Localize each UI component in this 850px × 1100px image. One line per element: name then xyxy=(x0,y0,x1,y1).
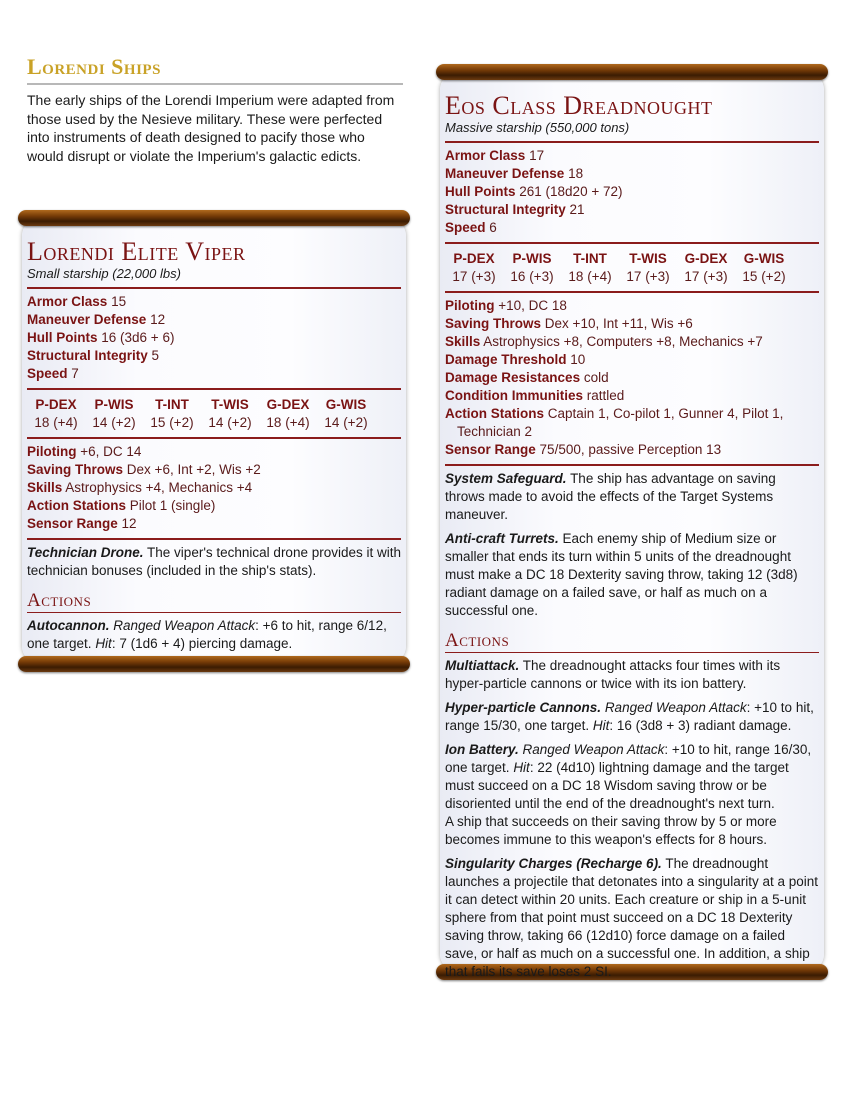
stat-sensor-range: Sensor Range 75/500, passive Perception 13 xyxy=(445,442,722,457)
ability-t-wis: T-WIS 14 (+2) xyxy=(208,397,252,430)
stat-piloting: Piloting +10, DC 18 xyxy=(445,298,567,313)
stat-speed: Speed 6 xyxy=(445,220,497,235)
ship-name: Lorendi Elite Viper xyxy=(27,237,246,266)
ion-battery-extra: A ship that succeeds on their saving throw by 5 or more becomes immune to this weapon's effects for 8 hours. xyxy=(445,814,777,847)
basic-stats xyxy=(445,147,819,237)
ship-name: Eos Class Dreadnought xyxy=(445,91,713,120)
trait-technician-drone: Technician Drone. The viper's technical drone provides it with technician bonuses (included in the ship's stats). xyxy=(27,545,401,578)
scroll-bar-top xyxy=(18,210,410,226)
ability-p-wis: P-WIS 14 (+2) xyxy=(92,397,136,430)
divider xyxy=(27,287,401,289)
ability-scores xyxy=(445,248,819,286)
action-singularity-charges: Singularity Charges (Recharge 6). The dreadnought launches a projectile that detonates into a singularity at a point it can detect within 20 units. Each creature or ship in a 5-unit sphere from that point must succeed on a DC 18 Dexterity saving throw, taking 66 (12d10) force damage on a failed save, or half as much on a successful one. In addition, a ship that fails its save loses 2 SI. xyxy=(445,856,818,979)
ability-scores xyxy=(27,394,401,432)
ship-subtitle: Small starship (22,000 lbs) xyxy=(27,266,181,281)
ability-g-wis: G-WIS 15 (+2) xyxy=(742,251,786,284)
intro-section xyxy=(27,52,403,165)
stat-action-stations: Action Stations Pilot 1 (single) xyxy=(27,498,216,513)
ship-subtitle: Massive starship (550,000 tons) xyxy=(445,120,630,135)
divider xyxy=(445,464,819,466)
stat-hull-points: Hull Points 261 (18d20 + 72) xyxy=(445,184,623,199)
action-multiattack: Multiattack. The dreadnought attacks four times with its hyper-particle cannons or twice with its ion battery. xyxy=(445,658,781,691)
action-autocannon: Autocannon. Ranged Weapon Attack: +6 to hit, range 6/12, one target. Hit: 7 (1d6 + 4) piercing damage. xyxy=(27,618,387,651)
viper-stat-block xyxy=(18,210,410,672)
action-hyper-particle-cannons: Hyper-particle Cannons. Ranged Weapon Attack: +10 to hit, range 15/30, one target. Hit: 16 (3d8 + 3) radiant damage. xyxy=(445,700,814,733)
section-title: Lorendi Ships xyxy=(27,52,403,85)
stat-damage-threshold: Damage Threshold 10 xyxy=(445,352,586,367)
ability-t-int: T-INT 18 (+4) xyxy=(568,251,612,284)
stat-skills: Skills Astrophysics +8, Computers +8, Mechanics +7 xyxy=(445,334,763,349)
stat-maneuver-defense: Maneuver Defense 18 xyxy=(445,166,584,181)
trait-system-safeguard: System Safeguard. The ship has advantage on saving throws made to avoid the effects of the Target Systems maneuver. xyxy=(445,471,776,522)
ability-g-dex: G-DEX 18 (+4) xyxy=(266,397,310,430)
stat-structural-integrity: Structural Integrity 5 xyxy=(27,348,160,363)
ability-p-wis: P-WIS 16 (+3) xyxy=(510,251,554,284)
stat-skills: Skills Astrophysics +4, Mechanics +4 xyxy=(27,480,253,495)
ability-g-dex: G-DEX 17 (+3) xyxy=(684,251,728,284)
stat-action-stations: Action Stations Captain 1, Co-pilot 1, Gunner 4, Pilot 1, Technician 2 xyxy=(445,406,784,439)
stat-maneuver-defense: Maneuver Defense 12 xyxy=(27,312,166,327)
detail-stats xyxy=(445,297,819,459)
divider xyxy=(27,538,401,540)
stat-saving-throws: Saving Throws Dex +10, Int +11, Wis +6 xyxy=(445,316,693,331)
ability-t-wis: T-WIS 17 (+3) xyxy=(626,251,670,284)
ability-t-int: T-INT 15 (+2) xyxy=(150,397,194,430)
scroll-bar-top xyxy=(436,64,828,80)
ability-g-wis: G-WIS 14 (+2) xyxy=(324,397,368,430)
divider xyxy=(445,242,819,244)
action-ion-battery: Ion Battery. Ranged Weapon Attack: +10 to hit, range 16/30, one target. Hit: 22 (4d10) lightning damage and the target must succeed on a DC 18 Wisdom saving throw or be disoriented until the end of the dreadnought's next turn. A ship that succeeds on their saving throw by 5 or more becomes immune to this weapon's effects for 8 hours. xyxy=(445,742,812,847)
stat-armor-class: Armor Class 17 xyxy=(445,148,545,163)
stat-armor-class: Armor Class 15 xyxy=(27,294,127,309)
divider xyxy=(27,388,401,390)
eos-stat-block xyxy=(436,64,828,980)
ability-p-dex: P-DEX 17 (+3) xyxy=(452,251,496,284)
divider xyxy=(27,437,401,439)
stat-structural-integrity: Structural Integrity 21 xyxy=(445,202,585,217)
basic-stats xyxy=(27,293,401,383)
intro-text: The early ships of the Lorendi Imperium were adapted from those used by the Nesieve military. These were perfected into instruments of death designed to pacify those who would disrupt or violate the Imperium's galactic edicts. xyxy=(27,92,395,164)
stat-condition-immunities: Condition Immunities rattled xyxy=(445,388,625,403)
stat-hull-points: Hull Points 16 (3d6 + 6) xyxy=(27,330,175,345)
ability-p-dex: P-DEX 18 (+4) xyxy=(34,397,78,430)
stat-damage-resistances: Damage Resistances cold xyxy=(445,370,609,385)
divider xyxy=(445,141,819,143)
detail-stats xyxy=(27,443,401,533)
trait-anti-craft-turrets: Anti-craft Turrets. Each enemy ship of Medium size or smaller that ends its turn within 5 units of the dreadnought must make a DC 18 Dexterity saving throw, taking 12 (3d8) radiant damage on a failed save, or half as much on a successful one. xyxy=(445,531,798,618)
divider xyxy=(445,291,819,293)
actions-heading: Actions xyxy=(445,630,819,653)
stat-sensor-range: Sensor Range 12 xyxy=(27,516,137,531)
actions-heading: Actions xyxy=(27,590,401,613)
stat-saving-throws: Saving Throws Dex +6, Int +2, Wis +2 xyxy=(27,462,261,477)
stat-piloting: Piloting +6, DC 14 xyxy=(27,444,142,459)
stat-speed: Speed 7 xyxy=(27,366,79,381)
